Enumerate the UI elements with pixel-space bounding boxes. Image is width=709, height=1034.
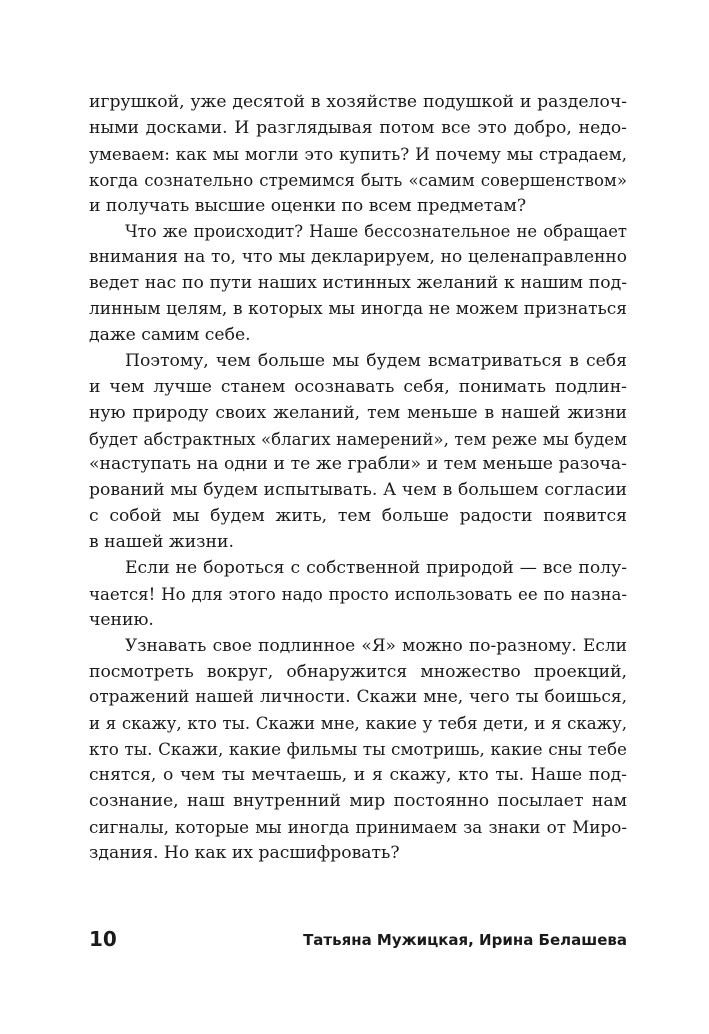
text-line: снятся, о чем ты мечтаешь, и я скажу, кто ты. Наше под- xyxy=(89,765,627,786)
text-line: умеваем: как мы могли это купить? И почему мы страдаем, xyxy=(89,143,627,164)
paragraph xyxy=(89,556,627,634)
text-line: сознание, наш внутренний мир постоянно посылает нам xyxy=(89,791,627,812)
text-line: ными досками. И разглядывая потом все это добро, недо- xyxy=(89,117,627,138)
paragraph xyxy=(89,349,627,556)
running-footer-authors: Татьяна Мужицкая, Ирина Белашева xyxy=(303,931,627,949)
text-line: и я скажу, кто ты. Скажи мне, какие у тебя дети, и я скажу, xyxy=(89,714,627,734)
text-line: «наступать на одни и те же грабли» и тем меньше разоча- xyxy=(89,454,627,475)
text-line: Узнавать свое подлинное «Я» можно по-разному. Если xyxy=(125,635,627,656)
paragraph xyxy=(89,90,627,219)
text-line: когда сознательно стремимся быть «самим совершенством» xyxy=(89,170,627,190)
body-text xyxy=(89,90,627,867)
text-line: ную природу своих желаний, тем меньше в нашей жизни xyxy=(89,402,627,423)
text-line: рований мы будем испытывать. А чем в большем согласии xyxy=(89,480,627,501)
text-line: внимания на то, что мы декларируем, но целенаправленно xyxy=(89,247,627,268)
text-line: даже самим себе. xyxy=(89,325,251,346)
page-number: 10 xyxy=(89,927,117,951)
text-line: отражений нашей личности. Скажи мне, чего ты боишься, xyxy=(89,687,627,708)
paragraph xyxy=(89,634,627,867)
text-line: Если не бороться с собственной природой — все полу- xyxy=(125,558,627,579)
text-line: ведет нас по пути наших истинных желаний к нашим под- xyxy=(89,273,627,294)
text-line: сигналы, которые мы иногда принимаем за знаки от Миро- xyxy=(89,816,627,837)
paragraph xyxy=(89,219,627,348)
text-line: и чем лучше станем осознавать себя, понимать подлин- xyxy=(89,376,627,397)
text-line: чается! Но для этого надо просто использовать ее по назна- xyxy=(89,584,627,604)
text-line: кто ты. Скажи, какие фильмы ты смотришь, какие сны тебе xyxy=(89,739,627,760)
text-line: Поэтому, чем больше мы будем всматриваться в себя xyxy=(125,350,627,371)
text-line: линным целям, в которых мы иногда не можем признаться xyxy=(89,299,627,320)
text-line: чению. xyxy=(89,609,154,630)
text-line: посмотреть вокруг, обнаружится множество проекций, xyxy=(89,661,627,682)
text-line: игрушкой, уже десятой в хозяйстве подушкой и разделоч- xyxy=(89,92,627,112)
text-line: и получать высшие оценки по всем предметам? xyxy=(89,195,527,216)
text-line: Что же происходит? Наше бессознательное не обращает xyxy=(125,222,627,242)
text-line: с собой мы будем жить, тем больше радости появится xyxy=(89,506,627,527)
text-line: здания. Но как их расшифровать? xyxy=(89,842,400,863)
page-footer xyxy=(89,924,627,954)
text-line: будет абстрактных «благих намерений», тем реже мы будем xyxy=(89,429,627,449)
text-line: в нашей жизни. xyxy=(89,532,234,553)
